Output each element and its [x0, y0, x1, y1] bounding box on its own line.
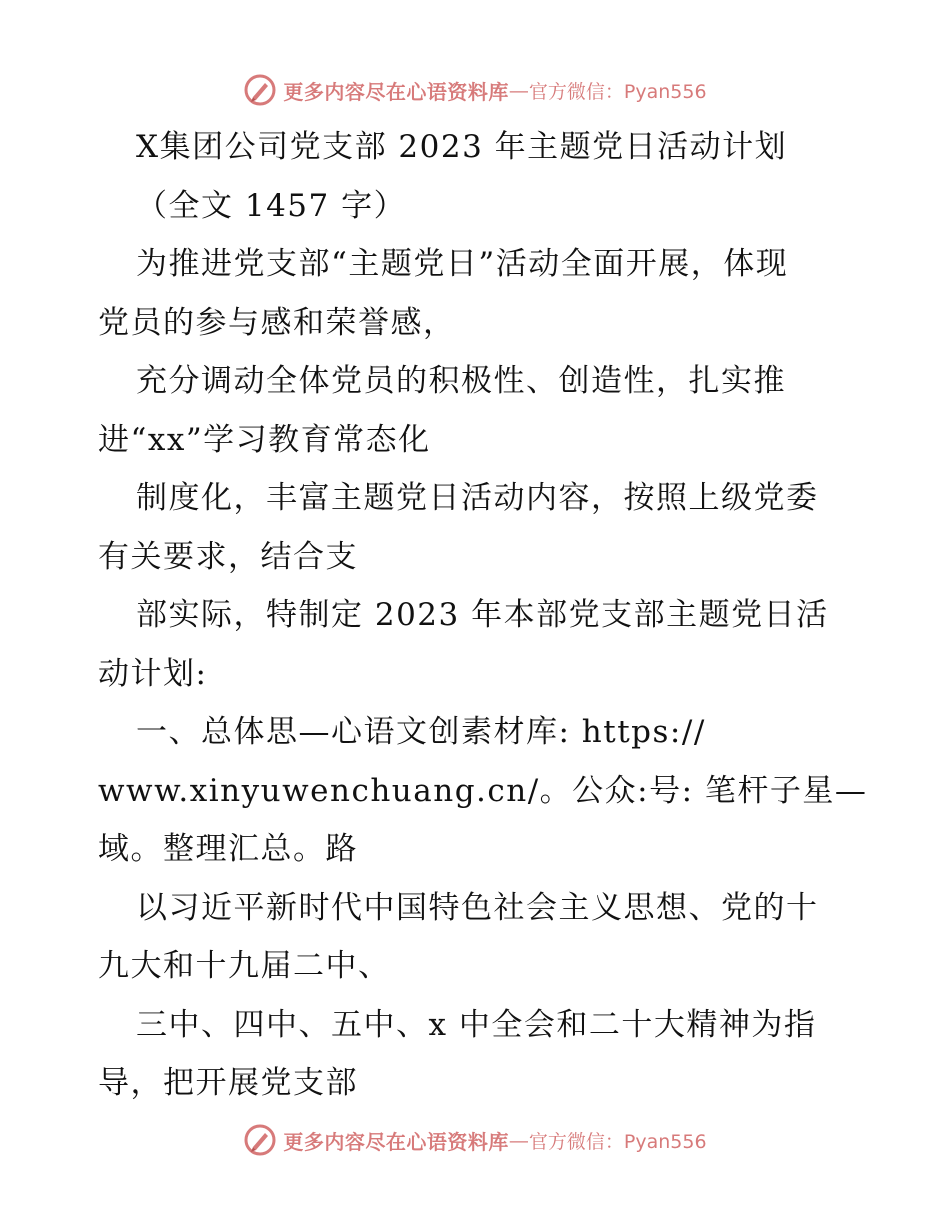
watermark-sub-text: 官方微信：Pyan556	[528, 80, 707, 103]
watermark-dash: —	[508, 78, 529, 102]
document-line: 有关要求，结合支	[98, 538, 358, 575]
document-line: 三中、四中、五中、x 中全会和二十大精神为指	[136, 1006, 817, 1043]
watermark-main-text: 更多内容尽在心语资料库	[283, 79, 509, 104]
document-line: 制度化，丰富主题党日活动内容，按照上级党委	[136, 480, 819, 516]
document-line: 动计划:	[98, 655, 208, 692]
document-line: （全文 1457 字）	[136, 187, 407, 224]
pen-logo-icon	[243, 1123, 277, 1157]
watermark-sub-text: 官方微信：Pyan556	[528, 1130, 707, 1153]
document-line: 导，把开展党支部	[98, 1065, 358, 1101]
document-line: www.xinyuwenchuang.cn/。公众:号: 笔杆子星—	[98, 772, 868, 809]
document-line: 进“xx”学习教育常态化	[98, 421, 431, 458]
watermark-main-text: 更多内容尽在心语资料库	[283, 1129, 509, 1154]
pen-logo-icon	[243, 73, 277, 107]
document-line: 充分调动全体党员的积极性、创造性，扎实推	[136, 363, 786, 399]
document-line: 一、总体思—心语文创素材库: https://	[136, 714, 706, 750]
document-line: 为推进党支部“主题党日”活动全面开展，体现	[136, 246, 789, 282]
document-line: 九大和十九届二中、	[98, 948, 391, 984]
document-line: 部实际，特制定 2023 年本部党支部主题党日活	[136, 597, 829, 633]
document-body	[98, 118, 868, 1113]
document-line: 域。整理汇总。路	[98, 831, 358, 867]
document-line: 以习近平新时代中国特色社会主义思想、党的十	[136, 889, 819, 926]
document-line: 党员的参与感和荣誉感，	[98, 304, 456, 341]
header-watermark	[0, 70, 950, 110]
document-line: X集团公司党支部 2023 年主题党日活动计划	[136, 129, 788, 165]
watermark-dash: —	[508, 1128, 529, 1152]
footer-watermark	[0, 1120, 950, 1160]
